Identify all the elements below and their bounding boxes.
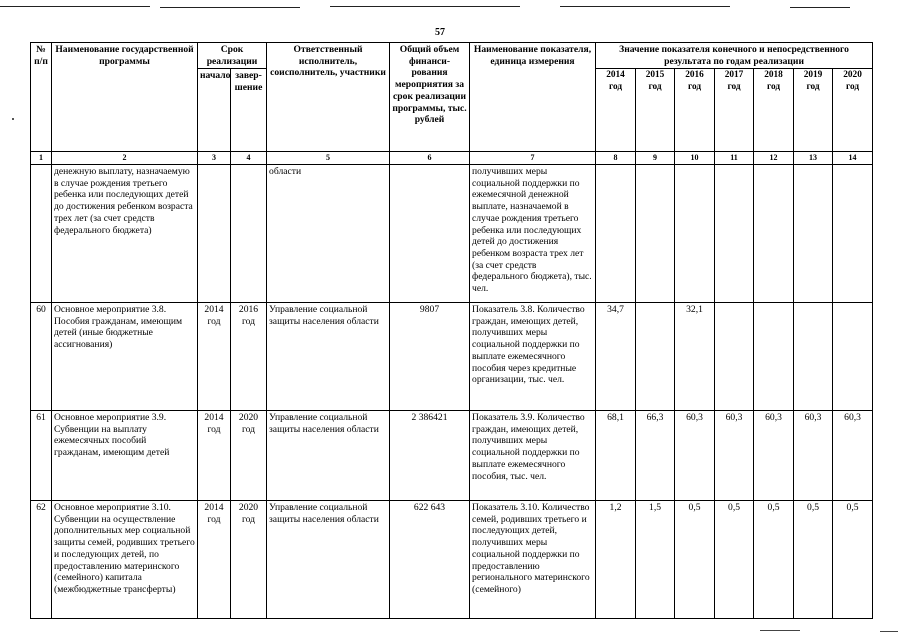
row-value: 60,3 (754, 411, 794, 501)
row-end: 2016 год (231, 303, 267, 411)
scan-artifact-top-lines (0, 6, 905, 8)
row-value (596, 165, 636, 303)
table-row (31, 501, 873, 619)
header-period-end: завер-шение (231, 69, 267, 152)
table-row (31, 165, 873, 303)
header-indicator: Наименование показателя, единица измерения (470, 43, 596, 152)
header-year-2015: 2015 год (636, 69, 675, 152)
row-value: 66,3 (636, 411, 675, 501)
row-value: 60,3 (675, 411, 715, 501)
row-executor: Управление социальной защиты населения области (267, 411, 390, 501)
header-values: Значение показателя конечного и непосредственного результата по годам реализации (596, 43, 873, 69)
row-value: 0,5 (794, 501, 833, 619)
row-indicator: Показатель 3.9. Количество граждан, имеющих детей, получивших меры социальной поддержки по выплате ежемесячного пособия, тыс. чел. (470, 411, 596, 501)
row-value (636, 165, 675, 303)
row-value: 60,3 (794, 411, 833, 501)
table-row (31, 303, 873, 411)
row-value: 0,5 (833, 501, 873, 619)
header-year-2016: 2016 год (675, 69, 715, 152)
row-program-name: Основное мероприятие 3.10. Субвенции на осуществление дополнительных мер социальной защиты семей, родивших третьего и последующих детей, по предоставлению материнского (семейного) капитала (межбюджетные трансферты) (52, 501, 198, 619)
row-value: 34,7 (596, 303, 636, 411)
row-funding: 9807 (390, 303, 470, 411)
row-value (754, 303, 794, 411)
row-value: 68,1 (596, 411, 636, 501)
header-funding: Общий объем финанси-рования мероприятия за срок реализации программы, тыс. рублей (390, 43, 470, 152)
row-value (794, 165, 833, 303)
column-number: 6 (390, 152, 470, 165)
row-value: 1,5 (636, 501, 675, 619)
row-end: 2020 год (231, 501, 267, 619)
scan-artifact-bottom-line (760, 630, 800, 631)
row-end: 2020 год (231, 411, 267, 501)
row-start: 2014 год (198, 501, 231, 619)
row-indicator: получивших меры социальной поддержки по ежемесячной денежной выплате, назначаемой в случае рождения третьего ребенка или последующих детей до достижения ребенком возраста трех лет (за счет средств федерального бюджета), тыс. чел. (470, 165, 596, 303)
header-year-2019: 2019 год (794, 69, 833, 152)
row-end (231, 165, 267, 303)
scan-artifact-bottom-line (880, 631, 898, 632)
row-program-name: Основное мероприятие 3.8. Пособия гражданам, имеющим детей (иные бюджетные ассигнования) (52, 303, 198, 411)
row-start (198, 165, 231, 303)
row-funding: 622 643 (390, 501, 470, 619)
row-value (833, 303, 873, 411)
row-value (675, 165, 715, 303)
row-value: 1,2 (596, 501, 636, 619)
header-year-2014: 2014 год (596, 69, 636, 152)
row-executor: Управление социальной защиты населения области (267, 303, 390, 411)
row-num: 62 (31, 501, 52, 619)
row-value (636, 303, 675, 411)
header-program-name: Наименование государственной программы (52, 43, 198, 152)
row-num: 60 (31, 303, 52, 411)
column-number: 9 (636, 152, 675, 165)
row-value (754, 165, 794, 303)
row-value: 60,3 (715, 411, 754, 501)
column-number: 3 (198, 152, 231, 165)
program-table (30, 42, 873, 619)
column-number: 4 (231, 152, 267, 165)
column-number: 1 (31, 152, 52, 165)
column-number: 7 (470, 152, 596, 165)
row-value (715, 303, 754, 411)
row-indicator: Показатель 3.10. Количество семей, родивших третьего и последующих детей, получивших меры социальной поддержки по предоставлению регионального материнского (семейного) (470, 501, 596, 619)
header-period-start: начало (198, 69, 231, 152)
row-value (794, 303, 833, 411)
column-number: 14 (833, 152, 873, 165)
row-indicator: Показатель 3.8. Количество граждан, имеющих детей, получивших меры социальной поддержки по выплате ежемесячного пособия через кредитные организации, тыс. чел. (470, 303, 596, 411)
column-number: 11 (715, 152, 754, 165)
row-executor: области (267, 165, 390, 303)
row-funding (390, 165, 470, 303)
header-executor: Ответственный исполнитель, соисполнитель, участники (267, 43, 390, 152)
row-funding: 2 386421 (390, 411, 470, 501)
row-value (833, 165, 873, 303)
row-start: 2014 год (198, 411, 231, 501)
header-year-2018: 2018 год (754, 69, 794, 152)
header-year-2020: 2020 год (833, 69, 873, 152)
header-num: № п/п (31, 43, 52, 152)
column-number: 12 (754, 152, 794, 165)
column-number: 5 (267, 152, 390, 165)
row-program-name: денежную выплату, назначаемую в случае рождения третьего ребенка или последующих детей до достижения ребенком возраста трех лет (за счет средств федерального бюджета) (52, 165, 198, 303)
row-program-name: Основное мероприятие 3.9. Субвенции на выплату ежемесячных пособий гражданам, имеющим детей (52, 411, 198, 501)
row-value: 32,1 (675, 303, 715, 411)
row-num (31, 165, 52, 303)
row-num: 61 (31, 411, 52, 501)
header-year-2017: 2017 год (715, 69, 754, 152)
column-number: 10 (675, 152, 715, 165)
row-value (715, 165, 754, 303)
column-number: 13 (794, 152, 833, 165)
row-value: 0,5 (675, 501, 715, 619)
row-value: 0,5 (754, 501, 794, 619)
row-value: 60,3 (833, 411, 873, 501)
row-executor: Управление социальной защиты населения области (267, 501, 390, 619)
column-number: 8 (596, 152, 636, 165)
column-number: 2 (52, 152, 198, 165)
row-start: 2014 год (198, 303, 231, 411)
page-number: 57 (435, 27, 445, 38)
scan-speck (12, 118, 14, 120)
row-value: 0,5 (715, 501, 754, 619)
header-period: Срок реализации (198, 43, 267, 69)
table-row (31, 411, 873, 501)
